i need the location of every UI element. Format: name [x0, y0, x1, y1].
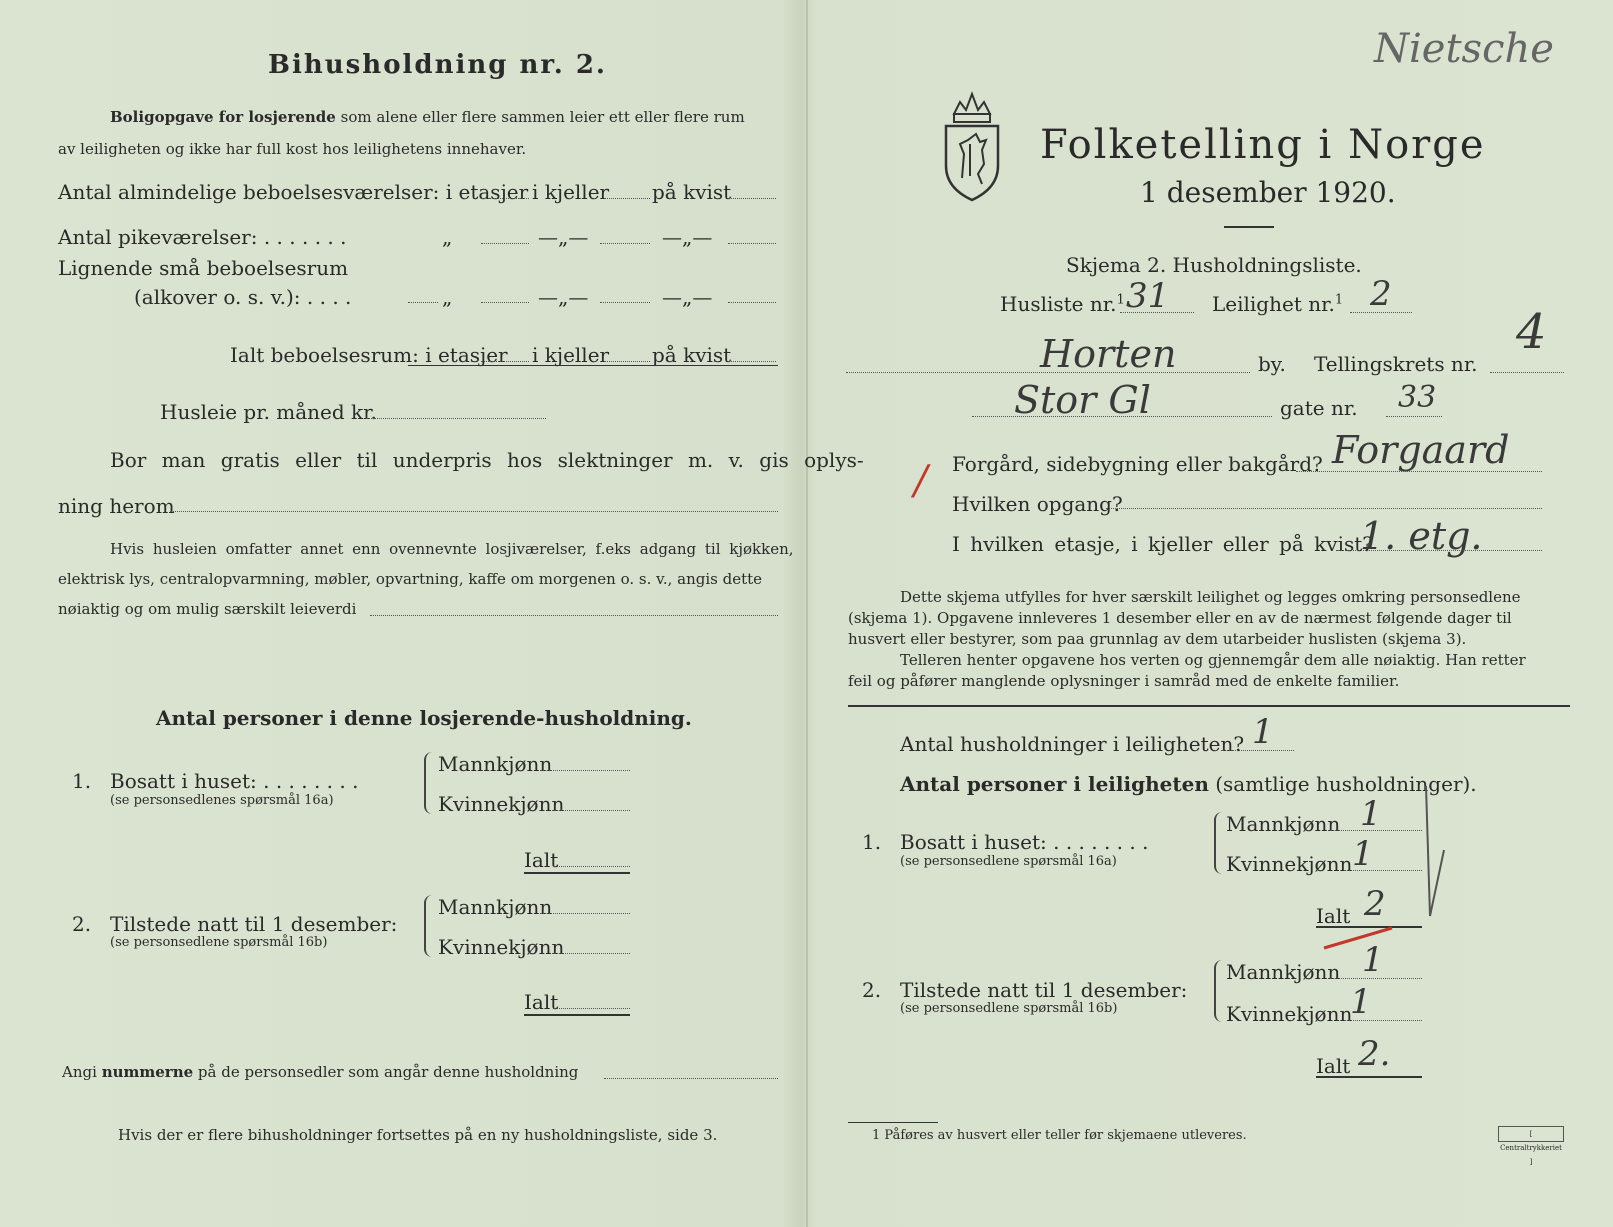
info-3: husvert eller bestyrer, som paa grunnlag av dem utarbeider huslisten (skjema 3). [848, 630, 1467, 648]
rooms-attic-field[interactable] [728, 198, 776, 199]
left-footer: Hvis der er flere bihusholdninger fortsettes på en ny husholdningsliste, side 3. [118, 1126, 718, 1144]
left-s2-female-field[interactable] [554, 953, 630, 954]
corner-signature: Nietsche [1374, 26, 1554, 72]
left-s1-male: Mannkjønn [438, 752, 553, 776]
leilighet-label [1212, 292, 1343, 316]
right-s1-female-field [1344, 870, 1422, 871]
right-s2-female-value[interactable]: 1 [1350, 982, 1372, 1022]
forgard-label: Forgård, sidebygning eller bakgård? [952, 452, 1323, 476]
small-rooms-label-1: Lignende små beboelsesrum [58, 256, 349, 280]
krets-field [1490, 372, 1564, 373]
left-s1-male-field[interactable] [540, 770, 630, 771]
total-cellar-label: i kjeller [532, 343, 610, 367]
etasje-label: I hvilken etasje, i kjeller eller på kvist? [952, 532, 1373, 556]
gate-label: gate nr. [1280, 396, 1358, 420]
red-correction-stroke [1320, 922, 1400, 952]
footnote-divider [848, 1122, 938, 1123]
maid-cellar-field[interactable] [600, 243, 650, 244]
right-s1-sub: (se personsedlene spørsmål 16a) [900, 854, 1117, 869]
small-floors-field[interactable] [481, 302, 529, 303]
left-s2-female: Kvinnekjønn [438, 935, 565, 959]
left-s1-total-field[interactable] [554, 866, 630, 867]
households-label: Antal husholdninger i leiligheten? [900, 732, 1245, 756]
info-4: Telleren henter opgavene hos verten og gjennemgår dem alle nøiaktig. Han retter [900, 651, 1526, 669]
persons-bold: Antal personer i leiligheten [900, 772, 1209, 796]
note-3: nøiaktig og om mulig særskilt leieverdi [58, 600, 357, 618]
right-date: 1 desember 1920. [1140, 176, 1396, 209]
rooms-cellar-label: i kjeller [532, 180, 610, 204]
right-s1-total: Ialt [1316, 904, 1351, 928]
husliste-label [1000, 292, 1125, 316]
right-s1-male-value[interactable]: 1 [1360, 794, 1382, 834]
small-cellar-field[interactable] [600, 302, 650, 303]
forgard-value[interactable]: Forgaard [1332, 428, 1510, 472]
etasje-value[interactable]: 1. etg. [1360, 514, 1483, 558]
footnote-line [872, 1128, 1247, 1143]
total-attic-label: på kvist [652, 343, 732, 367]
numbers-post: på de personsedler som angår denne husholdning [197, 1063, 579, 1081]
schema-label: Skjema 2. Husholdningsliste. [1066, 253, 1362, 277]
leilighet-sup: 1 [1334, 292, 1344, 308]
info-2: (skjema 1). Opgavene innleveres 1 desember eller en av de nærmest følgende dager til [848, 609, 1512, 627]
left-s1-brace [424, 752, 434, 814]
leilighet-value[interactable]: 2 [1370, 274, 1392, 314]
left-s1-label: Bosatt i huset: . . . . . . . . [110, 769, 359, 793]
right-s2-female: Kvinnekjønn [1226, 1002, 1353, 1026]
right-s2-male-value[interactable]: 1 [1362, 940, 1384, 980]
left-s1-sub: (se personsedlenes spørsmål 16a) [110, 793, 334, 808]
note-field[interactable] [370, 615, 778, 616]
left-s2-total: Ialt [524, 990, 559, 1014]
left-s2-total-field[interactable] [554, 1008, 630, 1009]
free-text-1: Bor man gratis eller til underpris hos slektninger m. v. gis oplys- [110, 448, 864, 472]
numbers-field[interactable] [604, 1078, 778, 1079]
left-s2-brace [424, 895, 434, 957]
right-s1-female-value[interactable]: 1 [1352, 834, 1374, 874]
left-intro [110, 108, 745, 126]
city-field [846, 372, 1250, 373]
right-s1-male: Mannkjønn [1226, 812, 1341, 836]
left-s1-total-underline [524, 872, 630, 874]
right-s2-total-underline [1316, 1076, 1422, 1078]
rooms-label: Antal almindelige beboelsesværelser: i etasjer [58, 180, 529, 204]
right-tally-stroke [1420, 780, 1450, 920]
left-title: Bihusholdning nr. 2. [268, 50, 607, 80]
maid-attic-field[interactable] [728, 243, 776, 244]
dash-mark-d: —„— [662, 285, 713, 309]
right-s1-num: 1. [862, 830, 882, 854]
husliste-text: Husliste nr. [1000, 292, 1117, 316]
page-fold [806, 0, 808, 1227]
note-1: Hvis husleien omfatter annet enn ovennevnte losjiværelser, f.eks adgang til kjøkken, [110, 540, 794, 558]
free-text-2: ning herom [58, 494, 175, 518]
city-value[interactable]: Horten [1040, 332, 1177, 376]
maid-floors-field[interactable] [481, 243, 529, 244]
right-s2-sub: (se personsedlene spørsmål 16b) [900, 1001, 1118, 1016]
forgard-field [1296, 471, 1542, 472]
left-persons-heading: Antal personer i denne losjerende-husholdning. [156, 706, 692, 730]
left-s2-num: 2. [72, 912, 92, 936]
intro-rest: som alene eller flere sammen leier ett eller flere rum [340, 108, 745, 126]
ditto-mark-2: „ [442, 285, 453, 309]
total-rooms-label: Ialt beboelsesrum: i etasjer [230, 343, 508, 367]
husliste-sup: 1 [1116, 292, 1125, 308]
right-s2-total: Ialt [1316, 1054, 1351, 1078]
right-s1-total-value[interactable]: 2 [1364, 884, 1386, 924]
info-5: feil og påfører manglende oplysninger i samråd med de enkelte familier. [848, 672, 1400, 690]
leilighet-field [1350, 312, 1412, 313]
right-s1-female: Kvinnekjønn [1226, 852, 1353, 876]
rooms-attic-label: på kvist [652, 180, 732, 204]
red-check-mark: / [914, 458, 928, 504]
total-cellar-field[interactable] [604, 361, 650, 362]
opgang-label: Hvilken opgang? [952, 492, 1123, 516]
ditto-mark-1: „ [442, 225, 453, 249]
total-rooms-underline [408, 365, 778, 366]
left-s2-male-field[interactable] [540, 913, 630, 914]
households-value[interactable]: 1 [1252, 712, 1274, 752]
small-rooms-label-2: (alkover o. s. v.): . . . . [134, 285, 352, 309]
rooms-cellar-field[interactable] [604, 198, 650, 199]
left-s2-label: Tilstede natt til 1 desember: [110, 912, 398, 936]
husliste-value[interactable]: 31 [1126, 276, 1170, 316]
maid-rooms-label: Antal pikeværelser: . . . . . . . [58, 225, 347, 249]
right-s1-brace [1214, 812, 1224, 874]
footnote-text: Påføres av husvert eller teller før skjemaene utleveres. [884, 1128, 1247, 1143]
numbers-line [62, 1063, 578, 1081]
right-s2-label: Tilstede natt til 1 desember: [900, 978, 1188, 1002]
persons-rest: (samtlige husholdninger). [1215, 772, 1477, 796]
info-1: Dette skjema utfylles for hver særskilt leilighet og legges omkring personsedlene [900, 588, 1521, 606]
title-divider [1224, 226, 1274, 228]
small-rooms-lead-field[interactable] [408, 302, 438, 303]
dash-mark-b: —„— [662, 225, 713, 249]
street-value[interactable]: Stor Gl [1014, 378, 1151, 422]
total-attic-field[interactable] [728, 361, 776, 362]
leilighet-text: Leilighet nr. [1212, 292, 1335, 316]
krets-value[interactable]: 4 [1516, 304, 1547, 360]
rent-field[interactable] [366, 418, 546, 419]
dash-mark-a: —„— [538, 225, 589, 249]
left-s2-total-underline [524, 1014, 630, 1016]
right-s2-male-field [1330, 978, 1422, 979]
rooms-floors-field[interactable] [481, 198, 529, 199]
numbers-bold: nummerne [101, 1063, 194, 1081]
etasje-field [1336, 550, 1542, 551]
left-s1-total: Ialt [524, 848, 559, 872]
gate-field [1386, 416, 1442, 417]
right-s2-female-field [1344, 1020, 1422, 1021]
note-2: elektrisk lys, centralopvarmning, møbler, opvartning, kaffe om morgenen o. s. v., angis dette [58, 570, 763, 588]
intro-line-2: av leiligheten og ikke har full kost hos leilighetens innehaver. [58, 140, 527, 158]
left-s1-female: Kvinnekjønn [438, 792, 565, 816]
persons-heading [900, 772, 1477, 796]
right-title: Folketelling i Norge [1040, 122, 1486, 168]
free-field[interactable] [170, 511, 778, 512]
total-floors-field[interactable] [481, 361, 529, 362]
by-label: by. [1258, 352, 1286, 376]
krets-label: Tellingskrets nr. [1314, 352, 1478, 376]
husliste-field [1120, 312, 1194, 313]
right-s2-male: Mannkjønn [1226, 960, 1341, 984]
left-s1-num: 1. [72, 769, 92, 793]
left-s2-sub: (se personsedlene spørsmål 16b) [110, 935, 328, 950]
left-s2-male: Mannkjønn [438, 895, 553, 919]
left-s1-female-field[interactable] [554, 810, 630, 811]
intro-bold: Boligopgave for losjerende [110, 108, 336, 126]
right-s2-brace [1214, 960, 1224, 1022]
dash-mark-c: —„— [538, 285, 589, 309]
info-divider [848, 705, 1570, 707]
footnote-num: 1 [872, 1128, 881, 1143]
numbers-pre: Angi [62, 1063, 97, 1081]
right-s2-num: 2. [862, 978, 882, 1002]
right-s1-label: Bosatt i huset: . . . . . . . . [900, 830, 1149, 854]
small-attic-field[interactable] [728, 302, 776, 303]
street-field [972, 416, 1272, 417]
right-s1-male-field [1330, 830, 1422, 831]
households-field [1222, 750, 1294, 751]
coat-of-arms-icon [940, 84, 1004, 204]
opgang-field[interactable] [1106, 508, 1542, 509]
rent-label: Husleie pr. måned kr. [160, 400, 377, 424]
printer-stamp: [ Centraltrykkeriet ] [1498, 1126, 1564, 1142]
gate-value[interactable]: 33 [1398, 380, 1437, 415]
right-s2-total-value[interactable]: 2. [1358, 1034, 1391, 1074]
